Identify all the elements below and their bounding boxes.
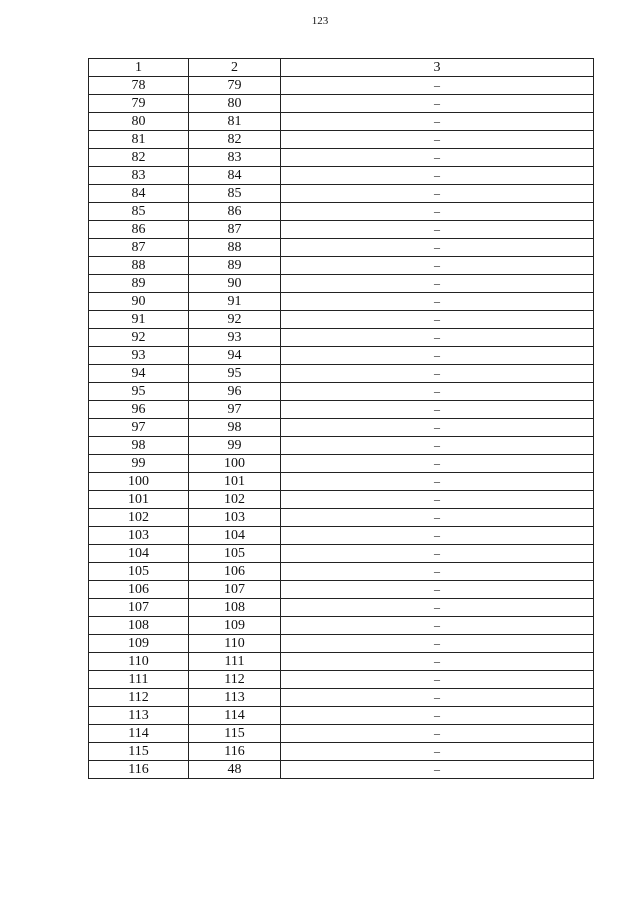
table-cell-col2: 83 — [189, 149, 281, 167]
table-row — [89, 311, 594, 329]
table-cell-col3: – — [281, 761, 594, 779]
table-cell-col1: 105 — [89, 563, 189, 581]
table-row — [89, 563, 594, 581]
table-cell-col1: 110 — [89, 653, 189, 671]
table-cell-col1: 92 — [89, 329, 189, 347]
table-row — [89, 419, 594, 437]
table-cell-col2: 116 — [189, 743, 281, 761]
table-cell-col1: 85 — [89, 203, 189, 221]
table-row — [89, 401, 594, 419]
table-cell-col3: – — [281, 509, 594, 527]
table-row — [89, 383, 594, 401]
table-cell-col1: 94 — [89, 365, 189, 383]
table-row — [89, 77, 594, 95]
table-cell-col3: – — [281, 347, 594, 365]
table-cell-col2: 112 — [189, 671, 281, 689]
table-cell-col1: 88 — [89, 257, 189, 275]
table-cell-col3: – — [281, 473, 594, 491]
table-cell-col3: – — [281, 455, 594, 473]
table-cell-col2: 114 — [189, 707, 281, 725]
table-row — [89, 743, 594, 761]
table-row — [89, 635, 594, 653]
table-cell-col2: 95 — [189, 365, 281, 383]
table-cell-col2: 80 — [189, 95, 281, 113]
table-cell-col3: – — [281, 599, 594, 617]
table-cell-col3: – — [281, 311, 594, 329]
column-header-3: 3 — [281, 59, 594, 77]
table-cell-col3: – — [281, 743, 594, 761]
table-row — [89, 473, 594, 491]
table-row — [89, 491, 594, 509]
table-cell-col1: 100 — [89, 473, 189, 491]
table-row — [89, 275, 594, 293]
table-cell-col1: 82 — [89, 149, 189, 167]
table-cell-col3: – — [281, 383, 594, 401]
table-cell-col3: – — [281, 419, 594, 437]
table-cell-col1: 86 — [89, 221, 189, 239]
table-cell-col1: 106 — [89, 581, 189, 599]
table-row — [89, 581, 594, 599]
table-row — [89, 257, 594, 275]
table-cell-col3: – — [281, 185, 594, 203]
table-cell-col2: 108 — [189, 599, 281, 617]
table-cell-col2: 82 — [189, 131, 281, 149]
table-row — [89, 131, 594, 149]
table-cell-col3: – — [281, 131, 594, 149]
table-cell-col1: 108 — [89, 617, 189, 635]
header-row — [89, 59, 594, 77]
table-row — [89, 167, 594, 185]
table-row — [89, 761, 594, 779]
table-row — [89, 725, 594, 743]
table-row — [89, 617, 594, 635]
table-row — [89, 671, 594, 689]
table-cell-col1: 103 — [89, 527, 189, 545]
table-cell-col2: 87 — [189, 221, 281, 239]
table-cell-col2: 97 — [189, 401, 281, 419]
table-cell-col1: 91 — [89, 311, 189, 329]
table-cell-col3: – — [281, 257, 594, 275]
table-cell-col2: 113 — [189, 689, 281, 707]
table-cell-col3: – — [281, 635, 594, 653]
table-cell-col2: 92 — [189, 311, 281, 329]
table-cell-col1: 116 — [89, 761, 189, 779]
column-header-2: 2 — [189, 59, 281, 77]
table-cell-col3: – — [281, 581, 594, 599]
table-cell-col2: 107 — [189, 581, 281, 599]
table-row — [89, 293, 594, 311]
table-cell-col2: 91 — [189, 293, 281, 311]
table-cell-col1: 97 — [89, 419, 189, 437]
table-row — [89, 113, 594, 131]
table-cell-col1: 114 — [89, 725, 189, 743]
table-cell-col1: 109 — [89, 635, 189, 653]
table-cell-col3: – — [281, 203, 594, 221]
table-cell-col3: – — [281, 113, 594, 131]
table-row — [89, 365, 594, 383]
table-cell-col3: – — [281, 725, 594, 743]
table-cell-col2: 104 — [189, 527, 281, 545]
table-cell-col2: 105 — [189, 545, 281, 563]
table-cell-col2: 86 — [189, 203, 281, 221]
table-cell-col3: – — [281, 329, 594, 347]
table-cell-col3: – — [281, 275, 594, 293]
table-row — [89, 347, 594, 365]
table-cell-col2: 79 — [189, 77, 281, 95]
table-cell-col1: 102 — [89, 509, 189, 527]
table-cell-col3: – — [281, 365, 594, 383]
table-cell-col2: 109 — [189, 617, 281, 635]
table-cell-col2: 81 — [189, 113, 281, 131]
table-cell-col2: 102 — [189, 491, 281, 509]
table-row — [89, 509, 594, 527]
table-cell-col1: 89 — [89, 275, 189, 293]
table-row — [89, 185, 594, 203]
table-cell-col3: – — [281, 437, 594, 455]
table-cell-col2: 98 — [189, 419, 281, 437]
table-body — [89, 77, 594, 779]
data-table — [88, 58, 594, 779]
table-cell-col3: – — [281, 149, 594, 167]
table-cell-col1: 83 — [89, 167, 189, 185]
table-cell-col1: 95 — [89, 383, 189, 401]
table-cell-col2: 96 — [189, 383, 281, 401]
table-cell-col1: 80 — [89, 113, 189, 131]
table-cell-col3: – — [281, 95, 594, 113]
table-row — [89, 239, 594, 257]
table-row — [89, 203, 594, 221]
table-row — [89, 707, 594, 725]
table-cell-col3: – — [281, 77, 594, 95]
table-row — [89, 221, 594, 239]
table-row — [89, 95, 594, 113]
table-cell-col1: 111 — [89, 671, 189, 689]
table-cell-col2: 100 — [189, 455, 281, 473]
table-cell-col3: – — [281, 689, 594, 707]
table-cell-col2: 111 — [189, 653, 281, 671]
table-cell-col1: 96 — [89, 401, 189, 419]
page-number: 123 — [311, 15, 329, 27]
table-row — [89, 437, 594, 455]
table-cell-col3: – — [281, 563, 594, 581]
table-cell-col2: 88 — [189, 239, 281, 257]
table-cell-col3: – — [281, 527, 594, 545]
table-cell-col3: – — [281, 545, 594, 563]
table-cell-col3: – — [281, 221, 594, 239]
table-cell-col2: 106 — [189, 563, 281, 581]
table-cell-col3: – — [281, 671, 594, 689]
table-cell-col1: 115 — [89, 743, 189, 761]
table-row — [89, 329, 594, 347]
table-cell-col2: 48 — [189, 761, 281, 779]
table-cell-col2: 99 — [189, 437, 281, 455]
table-cell-col1: 81 — [89, 131, 189, 149]
table-cell-col1: 79 — [89, 95, 189, 113]
table-cell-col3: – — [281, 239, 594, 257]
column-header-1: 1 — [89, 59, 189, 77]
table-cell-col3: – — [281, 401, 594, 419]
table-row — [89, 689, 594, 707]
table-cell-col2: 110 — [189, 635, 281, 653]
table-cell-col1: 113 — [89, 707, 189, 725]
table-cell-col3: – — [281, 293, 594, 311]
table-cell-col2: 93 — [189, 329, 281, 347]
table-cell-col1: 107 — [89, 599, 189, 617]
table-cell-col1: 90 — [89, 293, 189, 311]
table-cell-col1: 112 — [89, 689, 189, 707]
table-cell-col2: 101 — [189, 473, 281, 491]
table-cell-col3: – — [281, 653, 594, 671]
table-row — [89, 527, 594, 545]
table-cell-col1: 78 — [89, 77, 189, 95]
table-cell-col2: 85 — [189, 185, 281, 203]
table-row — [89, 599, 594, 617]
table-cell-col3: – — [281, 617, 594, 635]
table-cell-col1: 104 — [89, 545, 189, 563]
table-cell-col1: 99 — [89, 455, 189, 473]
table-cell-col2: 103 — [189, 509, 281, 527]
table-cell-col3: – — [281, 707, 594, 725]
table-row — [89, 149, 594, 167]
table-cell-col1: 93 — [89, 347, 189, 365]
table-cell-col1: 101 — [89, 491, 189, 509]
table-cell-col2: 89 — [189, 257, 281, 275]
table-row — [89, 545, 594, 563]
table-cell-col3: – — [281, 167, 594, 185]
table-cell-col3: – — [281, 491, 594, 509]
table-cell-col1: 98 — [89, 437, 189, 455]
table-cell-col1: 87 — [89, 239, 189, 257]
table-cell-col2: 84 — [189, 167, 281, 185]
table-row — [89, 653, 594, 671]
table-cell-col1: 84 — [89, 185, 189, 203]
table-cell-col2: 94 — [189, 347, 281, 365]
table-row — [89, 455, 594, 473]
table-cell-col2: 115 — [189, 725, 281, 743]
table-cell-col2: 90 — [189, 275, 281, 293]
